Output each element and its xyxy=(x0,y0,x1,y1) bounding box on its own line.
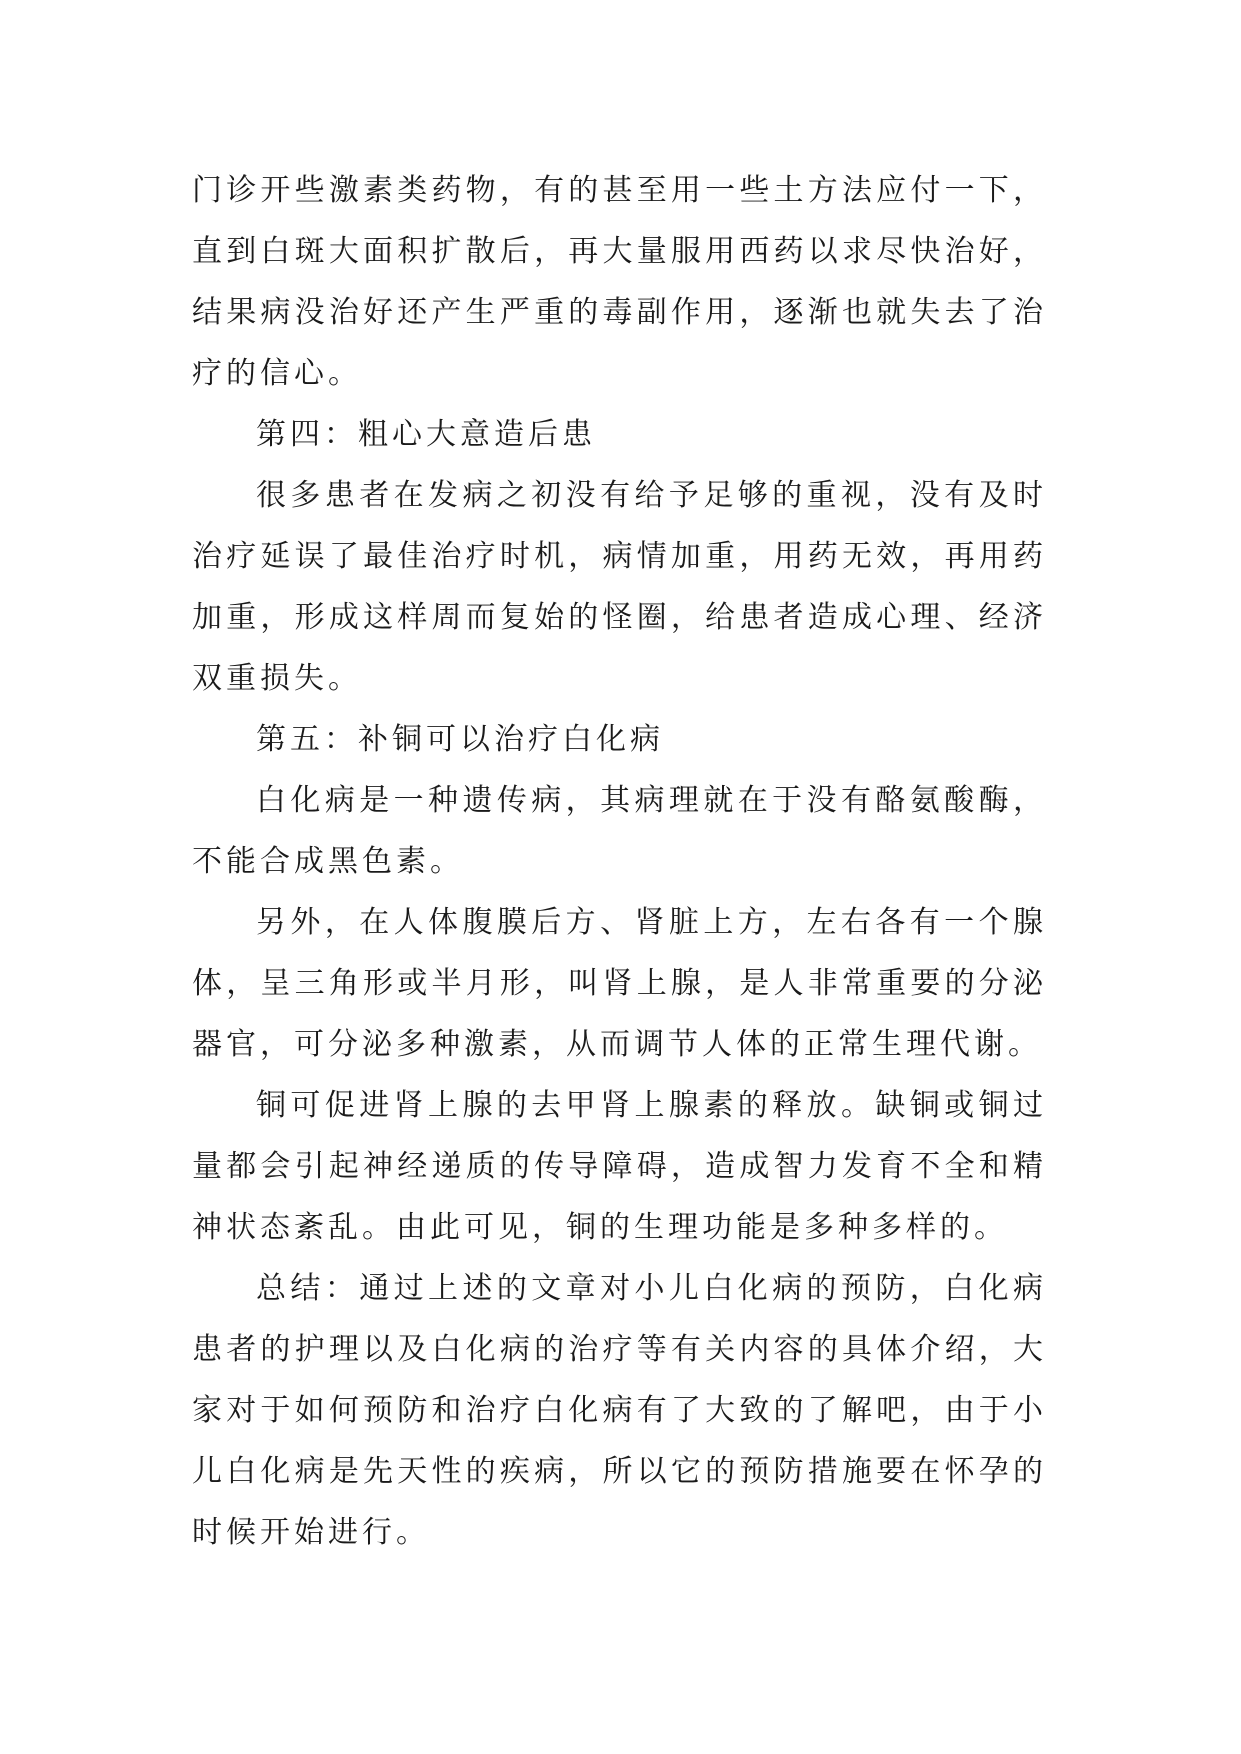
body-text xyxy=(192,160,1047,1563)
summary-paragraph: 总结：通过上述的文章对小儿白化病的预防，白化病患者的护理以及白化病的治疗等有关内容的具体介绍，大家对于如何预防和治疗白化病有了大致的了解吧，由于小儿白化病是先天性的疾病，所以它的预防措施要在怀孕的时候开始进行。 xyxy=(192,1271,1047,1550)
paragraph: 白化病是一种遗传病，其病理就在于没有酪氨酸酶，不能合成黑色素。 xyxy=(192,783,1047,879)
paragraph: 另外，在人体腹膜后方、肾脏上方，左右各有一个腺体，呈三角形或半月形，叫肾上腺，是人非常重要的分泌器官，可分泌多种激素，从而调节人体的正常生理代谢。 xyxy=(192,905,1047,1062)
paragraph-continuation: 门诊开些激素类药物，有的甚至用一些土方法应付一下，直到白斑大面积扩散后，再大量服用西药以求尽快治好，结果病没治好还产生严重的毒副作用，逐渐也就失去了治疗的信心。 xyxy=(192,173,1047,391)
section-heading-4: 第四：粗心大意造后患 xyxy=(256,417,596,452)
section-heading-5: 第五：补铜可以治疗白化病 xyxy=(256,722,664,757)
paragraph: 铜可促进肾上腺的去甲肾上腺素的释放。缺铜或铜过量都会引起神经递质的传导障碍，造成智力发育不全和精神状态紊乱。由此可见，铜的生理功能是多种多样的。 xyxy=(192,1088,1047,1245)
paragraph: 很多患者在发病之初没有给予足够的重视，没有及时治疗延误了最佳治疗时机，病情加重，用药无效，再用药加重，形成这样周而复始的怪圈，给患者造成心理、经济双重损失。 xyxy=(192,478,1047,696)
